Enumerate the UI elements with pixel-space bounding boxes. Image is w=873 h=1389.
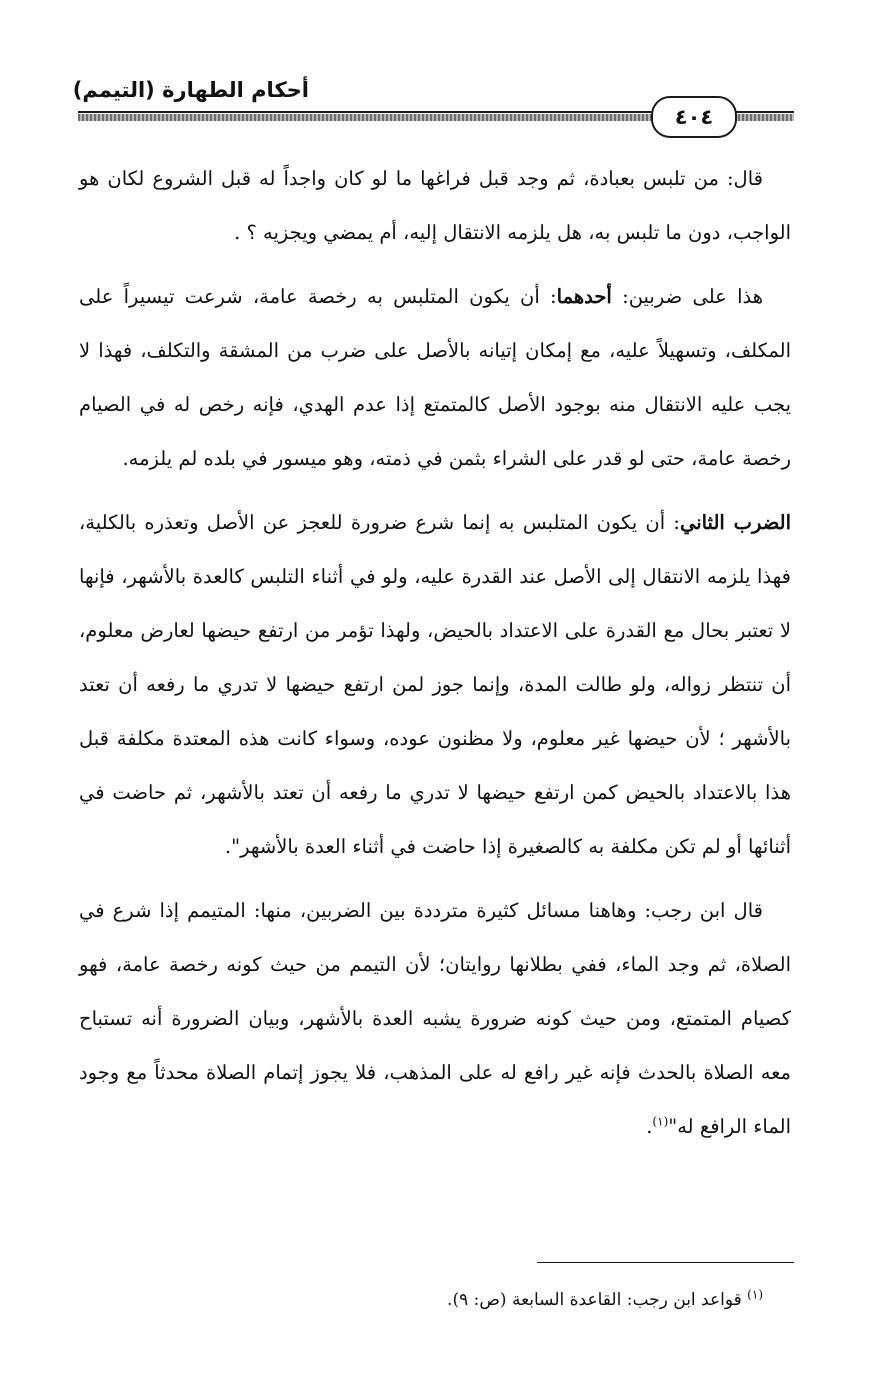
paragraph-text: : أن يكون المتلبس به رخصة عامة، شرعت تيسيراً على المكلف، وتسهيلاً عليه، مع إمكان إتيانه بالأصل على ضرب من المشقة والتكلف، فهذا لا يجب عليه الانتقال منه بوجود الأصل كالمتمتع إذا عدم الهدي، فإنه رخص له في الصيام رخصة عامة، حتى لو قدر على الشراء بثمن في ذمته، وهو ميسور في بلده لم يلزمه.	[79, 285, 791, 470]
footnote-reference: (١)	[652, 1114, 669, 1129]
paragraph-lead: هذا على ضربين:	[611, 285, 764, 308]
footnote-separator	[537, 1262, 794, 1263]
paragraph-tail: .	[646, 1115, 653, 1138]
footnote-text: قواعد ابن رجب: القاعدة السابعة (ص: ٩).	[447, 1290, 742, 1310]
footnote-marker: (١)	[747, 1287, 763, 1302]
paragraph-4	[79, 884, 791, 1154]
paragraph-bold-term: أحدهما	[556, 285, 612, 308]
main-text	[79, 152, 791, 1164]
paragraph-text: : أن يكون المتلبس به إنما شرع ضرورة للعجز عن الأصل وتعذره بالكلية، فهذا يلزمه الانتقال إلى الأصل عند القدرة عليه، ولو في أثناء التلبس كالعدة بالأشهر، فإنها لا تعتبر بحال مع القدرة على الاعتداد بالحيض، ولهذا تؤمر من ارتفع حيضها لعارض معلوم، أن تنتظر زواله، ولو طالت المدة، وإنما جوز لمن ارتفع حيضها لا تدري ما رفعه أن تعتد بالأشهر ؛ لأن حيضها غير معلوم، ولا مظنون عوده، وسواء كانت هذه المعتدة مكلفة قبل هذا بالاعتداد بالحيض كمن ارتفع حيضها لا تدري ما رفعه أن تعتد بالأشهر، ثم حاضت في أثنائها أو لم تكن مكلفة به كالصغيرة إذا حاضت في أثناء العدة بالأشهر".	[79, 511, 791, 858]
paragraph-2	[79, 270, 791, 486]
paragraph-1	[79, 152, 791, 260]
paragraph-bold-term: الضرب الثاني	[679, 511, 791, 534]
paragraph-text: قال ابن رجب: وهاهنا مسائل كثيرة مترددة بين الضربين، منها: المتيمم إذا شرع في الصلاة، ثم وجد الماء، ففي بطلانها روايتان؛ لأن التيمم من حيث كونه رخصة عامة، فهو كصيام المتمتع، ومن حيث كونه ضرورة يشبه العدة بالأشهر، وبيان الضرورة أنه تستباح معه الصلاة بالحدث فإنه غير رافع له على المذهب، فلا يجوز إتمام الصلاة محدثاً مع وجود الماء الرافع له"	[79, 899, 791, 1138]
paragraph-3	[79, 496, 791, 874]
paragraph-text: قال: من تلبس بعبادة، ثم وجد قبل فراغها ما لو كان واجداً له قبل الشروع لكان هو الواجب، دون ما تلبس به، هل يلزمه الانتقال إليه، أم يمضي ويجزيه ؟ .	[79, 167, 791, 244]
running-head-title: أحكام الطهارة (التيمم)	[72, 78, 309, 102]
footnote	[79, 1285, 791, 1315]
page-number-badge: ٤٠٤	[651, 96, 737, 138]
